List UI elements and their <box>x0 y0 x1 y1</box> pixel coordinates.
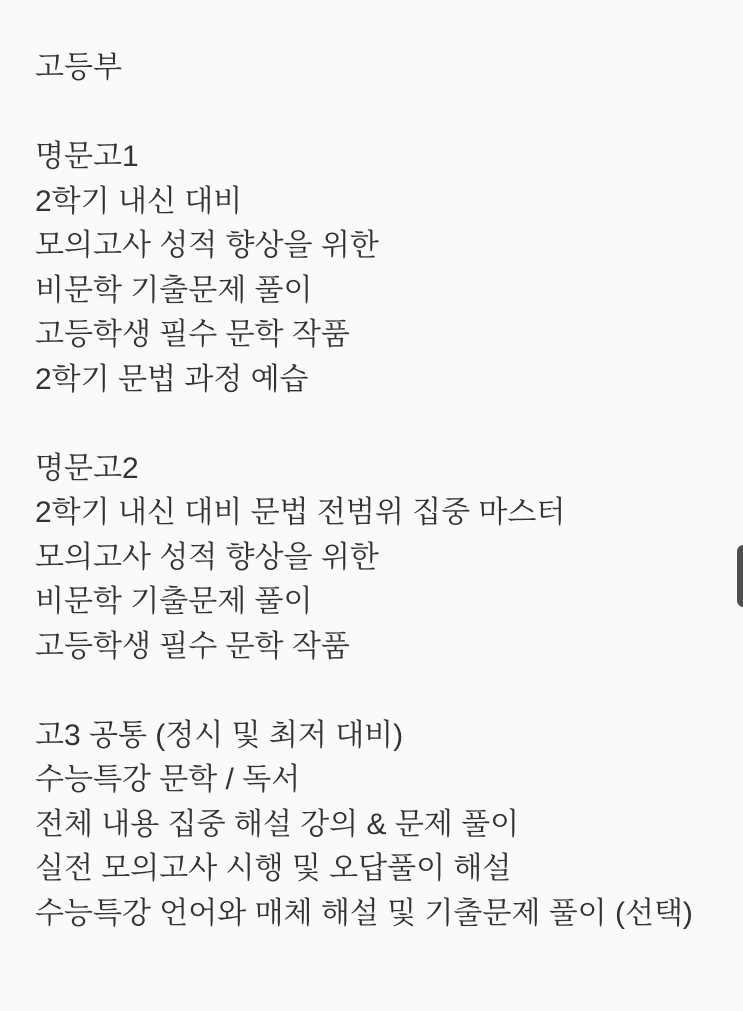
section-grade3-common <box>35 714 725 937</box>
section-heading: 명문고2 <box>35 451 139 485</box>
text-line: 2학기 내신 대비 문법 전범위 집중 마스터 <box>35 496 566 529</box>
text-line: 비문학 기출문제 풀이 <box>35 585 313 618</box>
section-heading: 명문고1 <box>35 140 139 173</box>
text-line: 2학기 내신 대비 <box>35 184 243 218</box>
page-title: 고등부 <box>35 51 122 84</box>
text-line: 실전 모의고사 시행 및 오답풀이 해설 <box>35 852 512 885</box>
text-line: 전체 내용 집중 해설 강의 & 문제 풀이 <box>35 807 520 841</box>
section-highschool-1 <box>35 135 725 402</box>
section-heading: 고3 공통 (정시 및 최저 대비) <box>35 718 404 752</box>
section-highschool-2 <box>35 447 725 670</box>
text-line: 고등학생 필수 문학 작품 <box>35 629 350 663</box>
text-line: 고등학생 필수 문학 작품 <box>35 318 350 351</box>
text-line: 모의고사 성적 향상을 위한 <box>35 540 379 574</box>
scrollbar-thumb[interactable] <box>737 545 743 607</box>
text-line: 모의고사 성적 향상을 위한 <box>35 229 379 262</box>
text-line: 수능특강 문학 / 독서 <box>35 763 301 796</box>
text-line: 비문학 기출문제 풀이 <box>35 273 313 307</box>
text-line: 2학기 문법 과정 예습 <box>35 362 309 396</box>
text-line: 수능특강 언어와 매체 해설 및 기출문제 풀이 (선택) <box>35 896 693 930</box>
